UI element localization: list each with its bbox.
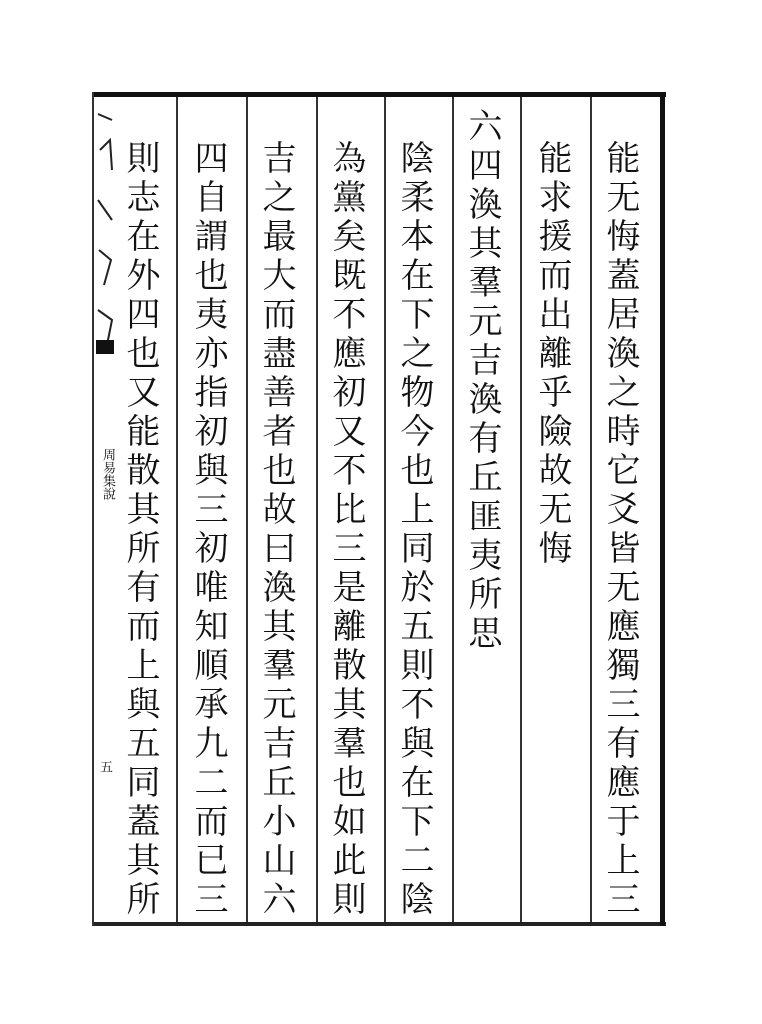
text-column-8: 則志在外四也又能散其所有而上與五同蓋其所 bbox=[120, 140, 160, 920]
text-column-1: 能无悔蓋居渙之時它爻皆无應獨三有應于上三 bbox=[600, 140, 640, 920]
text-column-7: 四自謂也夷亦指初與三初唯知順承九二而已三 bbox=[188, 140, 228, 920]
column-rule bbox=[520, 97, 522, 922]
column-rule bbox=[590, 97, 592, 922]
text-column-4: 陰柔本在下之物今也上同於五則不與在下二陰 bbox=[394, 140, 434, 920]
page-number: 五 bbox=[97, 760, 112, 773]
text-column-5: 為黨矣既不應初又不比三是離散其羣也如此則 bbox=[326, 140, 366, 920]
frame-top-border bbox=[92, 92, 666, 97]
column-rule bbox=[176, 97, 178, 922]
block-mark-icon bbox=[96, 110, 114, 360]
column-rule bbox=[316, 97, 318, 922]
column-rule bbox=[384, 97, 386, 922]
fishtail-mark-icon bbox=[96, 340, 114, 354]
column-rule bbox=[452, 97, 454, 922]
text-column-3: 六四渙其羣元吉渙有丘匪夷所思 bbox=[462, 108, 502, 654]
text-column-6: 吉之最大而盡善者也故曰渙其羣元吉丘小山六 bbox=[256, 140, 296, 920]
frame-bottom-border bbox=[92, 922, 666, 926]
text-column-2: 能求援而出離乎險故无悔 bbox=[532, 140, 572, 569]
column-rule bbox=[246, 97, 248, 922]
frame-right-border bbox=[660, 92, 665, 926]
book-title: 周易集說 bbox=[100, 448, 115, 500]
center-margin-strip bbox=[94, 97, 116, 922]
